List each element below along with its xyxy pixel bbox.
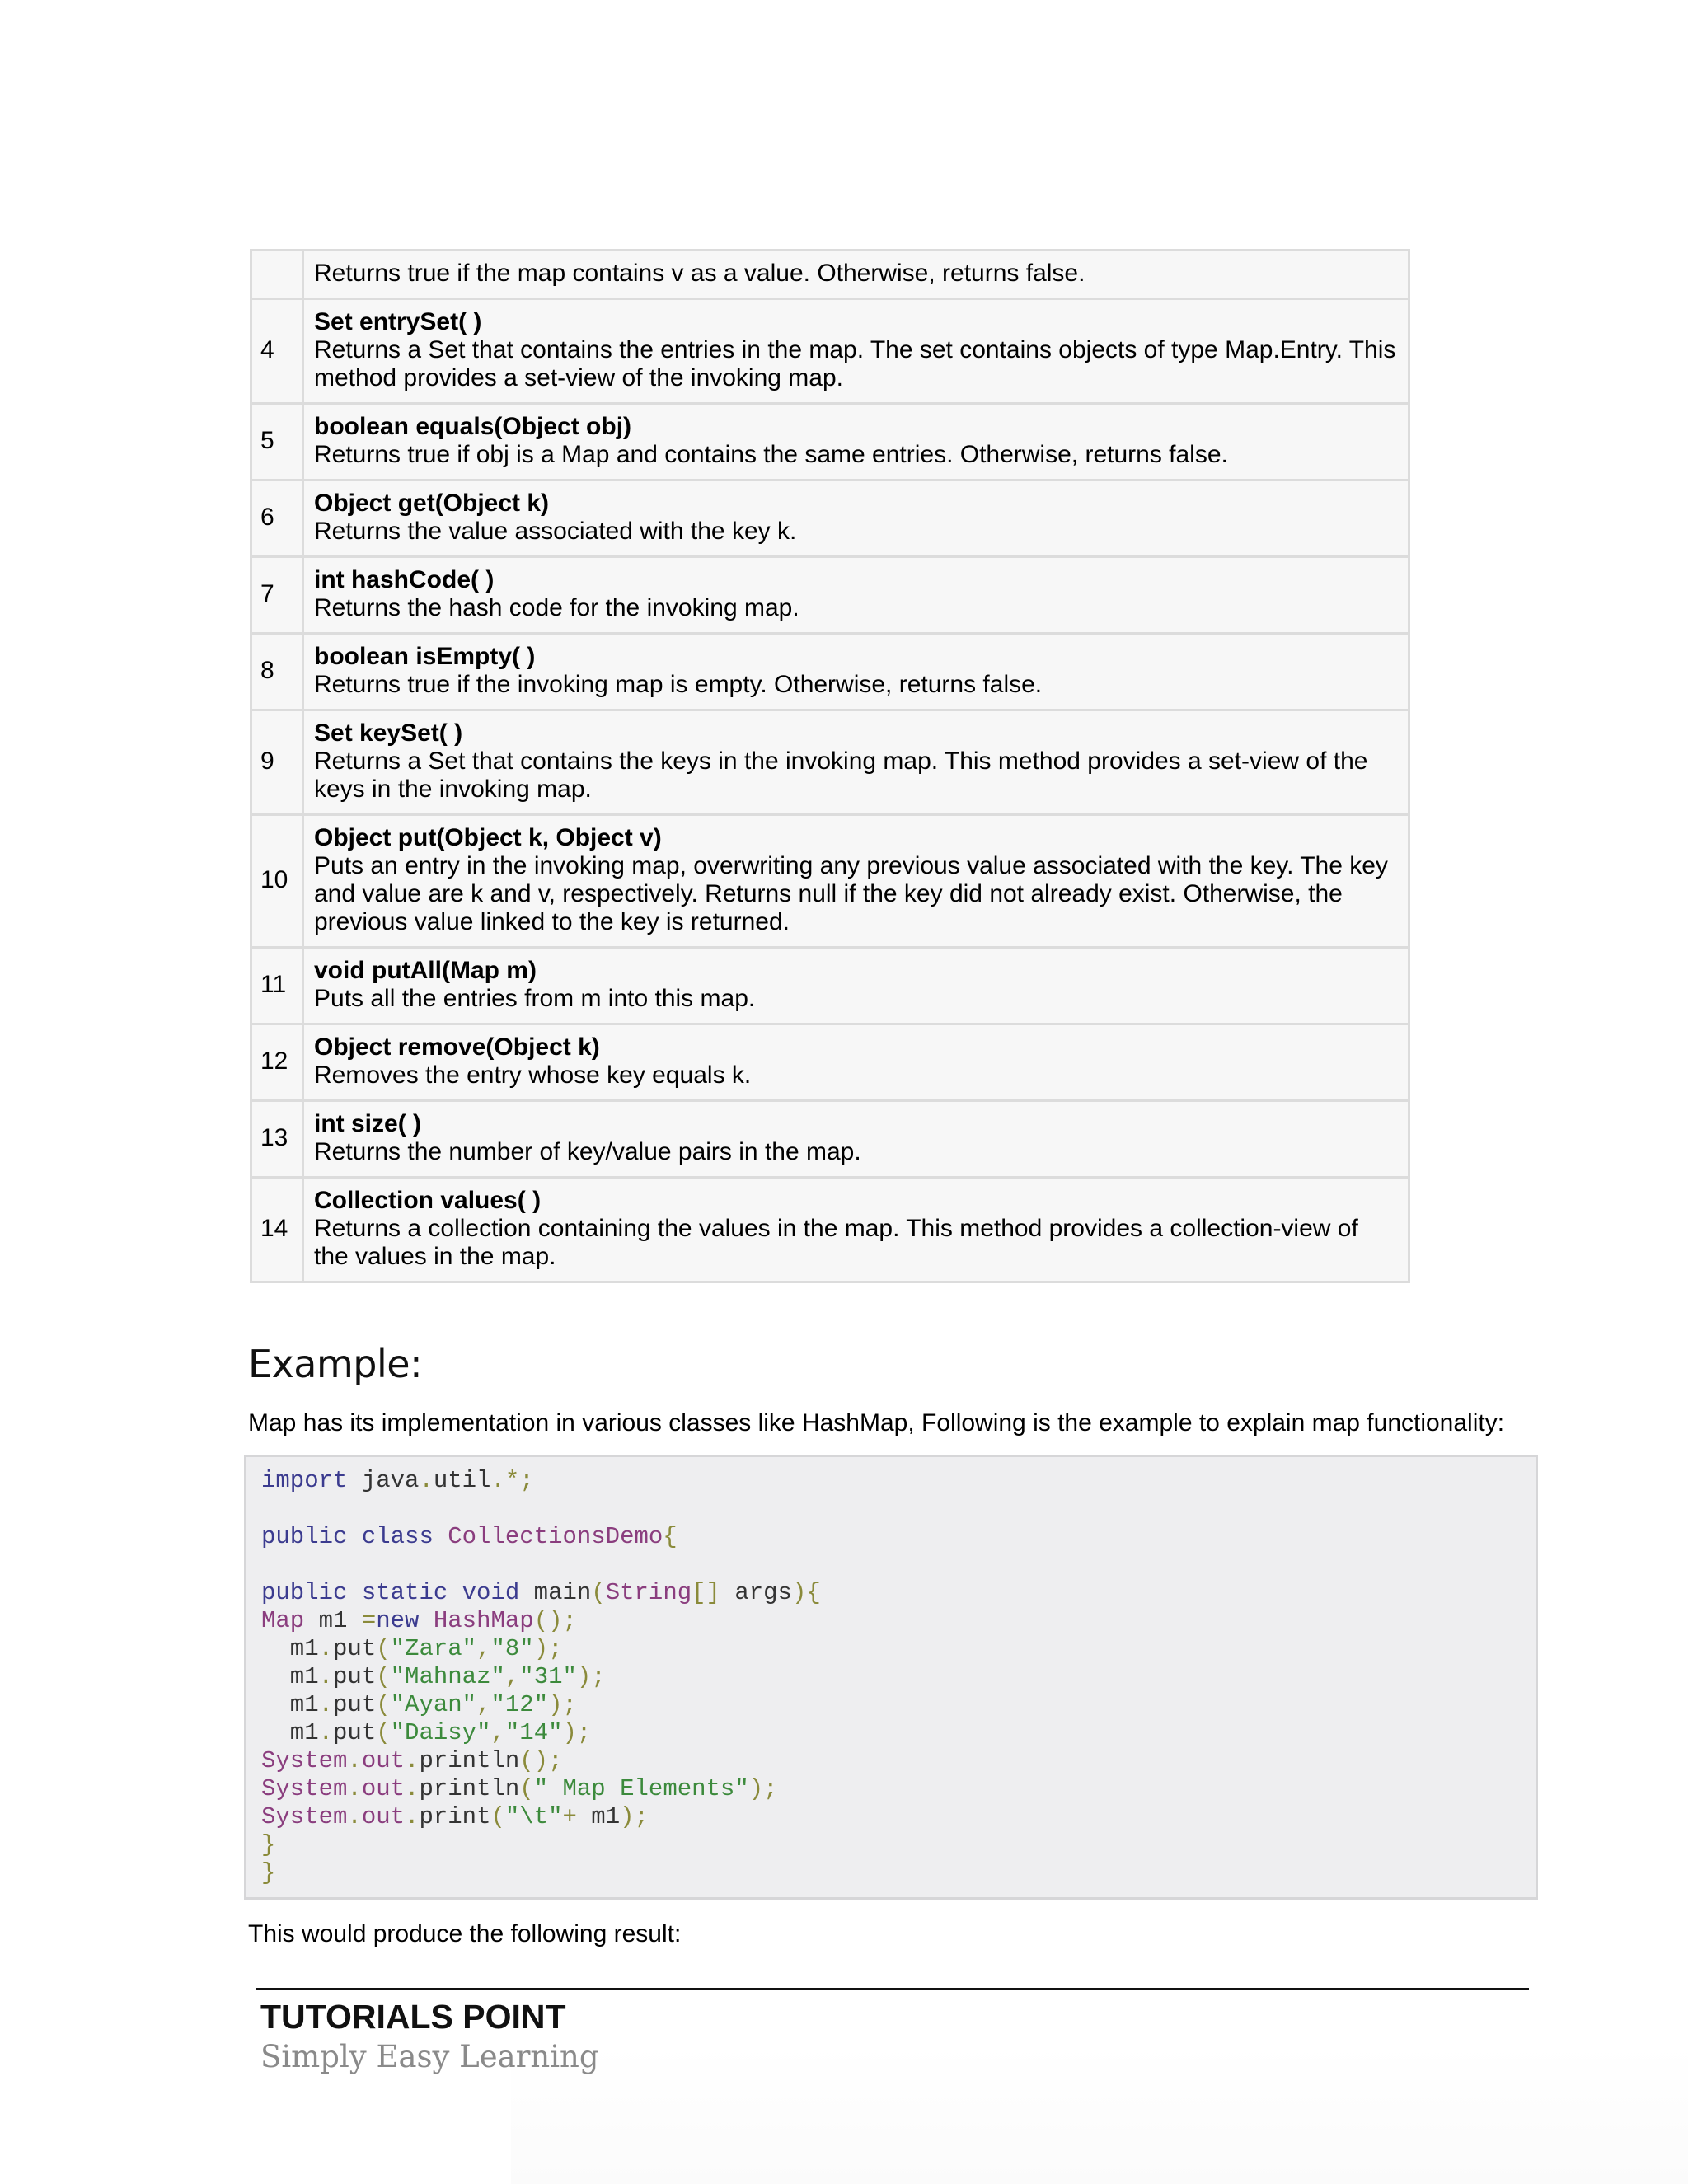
methods-table [250, 249, 1410, 1283]
code-line [261, 1523, 1521, 1551]
code-line [261, 1663, 1521, 1691]
code-token: "Daisy" [390, 1719, 491, 1746]
code-token: String [605, 1579, 692, 1606]
example-intro: Map has its implementation in various classes like HashMap, Following is the example to explain map functionality: [248, 1409, 1505, 1436]
code-token: "\t" [504, 1803, 563, 1830]
method-signature: Object remove(Object k) [314, 1033, 600, 1061]
method-number: 13 [251, 1101, 303, 1178]
code-line [261, 1607, 1521, 1635]
method-description: Returns the number of key/value pairs in the map. [314, 1138, 861, 1165]
method-signature: void putAll(Map m) [314, 957, 537, 984]
code-token: put [333, 1635, 377, 1662]
code-token: } [261, 1831, 276, 1858]
code-token: void [462, 1579, 520, 1606]
method-signature: boolean equals(Object obj) [314, 413, 632, 440]
method-signature: Object get(Object k) [314, 490, 550, 517]
method-row [251, 1101, 1409, 1178]
code-token: ( [376, 1635, 391, 1662]
code-line [261, 1495, 1521, 1523]
code-line [261, 1859, 1521, 1887]
method-signature: Collection values( ) [314, 1187, 542, 1214]
method-row [251, 948, 1409, 1024]
code-line [261, 1803, 1521, 1831]
method-number: 14 [251, 1178, 303, 1282]
code-token: ); [533, 1635, 563, 1662]
method-cell [303, 1178, 1409, 1282]
method-number: 6 [251, 480, 303, 557]
code-token: new [376, 1607, 420, 1634]
code-token: public [261, 1523, 348, 1550]
methods-table-body [251, 251, 1409, 1282]
code-token: , [476, 1691, 491, 1718]
code-line [261, 1579, 1521, 1607]
method-row [251, 634, 1409, 710]
method-cell [303, 634, 1409, 710]
method-row [251, 1178, 1409, 1282]
code-token: ); [548, 1691, 577, 1718]
method-row [251, 480, 1409, 557]
code-line [261, 1719, 1521, 1747]
code-token: . [405, 1747, 420, 1774]
code-token: ); [562, 1719, 592, 1746]
code-line [261, 1467, 1521, 1495]
method-signature: boolean isEmpty( ) [314, 643, 536, 670]
code-token: "12" [490, 1691, 549, 1718]
method-signature: int size( ) [314, 1110, 422, 1137]
code-token: m1 [261, 1691, 319, 1718]
method-cell [303, 1024, 1409, 1101]
code-token: . [405, 1803, 420, 1830]
method-row [251, 1024, 1409, 1101]
method-row [251, 251, 1409, 299]
code-token: . [347, 1803, 362, 1830]
code-token: (); [533, 1607, 577, 1634]
code-token: . [419, 1467, 434, 1494]
code-token: java [347, 1467, 420, 1494]
method-row [251, 557, 1409, 634]
code-token: , [504, 1663, 520, 1690]
method-signature: int hashCode( ) [314, 566, 495, 593]
method-row [251, 299, 1409, 404]
footer-tagline: Simply Easy Learning [260, 2039, 599, 2074]
code-token: System [261, 1775, 348, 1802]
code-token: HashMap [433, 1607, 534, 1634]
code-token [448, 1579, 462, 1606]
method-description: Returns true if the invoking map is empty. Otherwise, returns false. [314, 671, 1043, 698]
method-description: Returns true if obj is a Map and contains the same entries. Otherwise, returns false. [314, 441, 1228, 468]
method-number: 10 [251, 815, 303, 948]
code-token: ( [490, 1803, 505, 1830]
code-token: args [720, 1579, 792, 1606]
code-token: print [419, 1803, 491, 1830]
method-description: Returns a Set that contains the entries in the map. The set contains objects of type Map.Entry. This method provides a set-view of the invoking map. [314, 336, 1396, 391]
method-signature: Object put(Object k, Object v) [314, 824, 662, 851]
method-signature: Set entrySet( ) [314, 308, 482, 335]
method-cell [303, 557, 1409, 634]
method-cell [303, 710, 1409, 815]
method-cell [303, 299, 1409, 404]
code-token: ( [591, 1579, 606, 1606]
code-token [347, 1579, 361, 1606]
code-line [261, 1831, 1521, 1859]
code-token: System [261, 1747, 348, 1774]
code-token: ( [519, 1775, 534, 1802]
code-token [419, 1607, 433, 1634]
code-token: + [562, 1803, 577, 1830]
code-token: "14" [504, 1719, 563, 1746]
method-number: 9 [251, 710, 303, 815]
code-token: CollectionsDemo [448, 1523, 663, 1550]
code-token: (); [519, 1747, 563, 1774]
code-token: put [333, 1719, 377, 1746]
code-token: [] [692, 1579, 720, 1606]
method-row [251, 404, 1409, 480]
method-description: Returns a collection containing the values in the map. This method provides a collection-view of the values in the map. [314, 1215, 1358, 1270]
code-token [434, 1523, 448, 1550]
footer-divider [256, 1988, 1529, 1990]
code-token: class [361, 1523, 434, 1550]
code-token: ); [576, 1663, 606, 1690]
example-heading: Example: [248, 1342, 423, 1386]
code-token: Map [261, 1607, 305, 1634]
method-number: 8 [251, 634, 303, 710]
method-cell [303, 404, 1409, 480]
code-line [261, 1635, 1521, 1663]
code-token: "31" [519, 1663, 577, 1690]
method-row [251, 710, 1409, 815]
code-token: import [261, 1467, 348, 1494]
code-token: ); [620, 1803, 649, 1830]
method-number: 4 [251, 299, 303, 404]
code-token [347, 1523, 361, 1550]
code-token: out [361, 1775, 406, 1802]
code-token: "8" [490, 1635, 534, 1662]
code-line [261, 1775, 1521, 1803]
code-token: System [261, 1803, 348, 1830]
method-number [251, 251, 303, 299]
method-cell [303, 251, 1409, 299]
code-token: util [433, 1467, 491, 1494]
code-token: . [347, 1747, 362, 1774]
method-cell [303, 815, 1409, 948]
method-number: 12 [251, 1024, 303, 1101]
method-description: Returns the value associated with the key k. [314, 518, 797, 545]
code-token: static [361, 1579, 448, 1606]
result-text: This would produce the following result: [248, 1920, 682, 1947]
method-cell [303, 1101, 1409, 1178]
code-token: put [333, 1691, 377, 1718]
code-token: ( [376, 1663, 391, 1690]
code-token: m1 [261, 1635, 319, 1662]
code-token: , [490, 1719, 505, 1746]
method-number: 7 [251, 557, 303, 634]
code-token: } [261, 1859, 276, 1886]
code-token: = [361, 1607, 377, 1634]
code-token: " Map Elements" [533, 1775, 749, 1802]
code-block [244, 1455, 1538, 1900]
code-token: . [405, 1775, 420, 1802]
code-token: m1 [261, 1719, 319, 1746]
code-token: out [361, 1803, 406, 1830]
code-token: { [663, 1523, 678, 1550]
code-line [261, 1691, 1521, 1719]
code-token: put [333, 1663, 377, 1690]
method-number: 5 [251, 404, 303, 480]
method-cell [303, 948, 1409, 1024]
method-description: Puts all the entries from m into this map. [314, 985, 756, 1012]
code-token: , [476, 1635, 491, 1662]
code-token: ( [376, 1691, 391, 1718]
code-token: main [519, 1579, 592, 1606]
page-shade [511, 2044, 1688, 2184]
code-token: "Ayan" [390, 1691, 477, 1718]
code-token: . [318, 1691, 334, 1718]
method-description: Returns a Set that contains the keys in the invoking map. This method provides a set-view of the keys in the invoking map. [314, 748, 1368, 803]
code-token: println [419, 1775, 520, 1802]
method-description: Puts an entry in the invoking map, overwriting any previous value associated with the key. The key and value are k and v, respectively. Returns null if the key did not already exist. Otherwise, the previous value linked to the key is returned. [314, 852, 1388, 935]
method-number: 11 [251, 948, 303, 1024]
method-cell [303, 480, 1409, 557]
method-description: Returns true if the map contains v as a value. Otherwise, returns false. [314, 260, 1085, 287]
method-description: Removes the entry whose key equals k. [314, 1062, 752, 1089]
code-token: "Zara" [390, 1635, 477, 1662]
code-token: .*; [490, 1467, 534, 1494]
code-line [261, 1551, 1521, 1579]
code-line [261, 1747, 1521, 1775]
code-token: ); [748, 1775, 778, 1802]
method-signature: Set keySet( ) [314, 719, 463, 747]
code-token: println [419, 1747, 520, 1774]
footer-brand: TUTORIALS POINT [260, 1998, 566, 2036]
code-token: public [261, 1579, 348, 1606]
code-token: m1 [576, 1803, 621, 1830]
code-token: ){ [791, 1579, 821, 1606]
code-token: "Mahnaz" [390, 1663, 505, 1690]
code-token: m1 [261, 1663, 319, 1690]
code-token: m1 [304, 1607, 362, 1634]
code-token: . [318, 1663, 334, 1690]
method-row [251, 815, 1409, 948]
method-description: Returns the hash code for the invoking map. [314, 594, 799, 621]
code-token: ( [376, 1719, 391, 1746]
code-token: . [347, 1775, 362, 1802]
code-token: . [318, 1719, 334, 1746]
code-token: . [318, 1635, 334, 1662]
code-token: out [361, 1747, 406, 1774]
